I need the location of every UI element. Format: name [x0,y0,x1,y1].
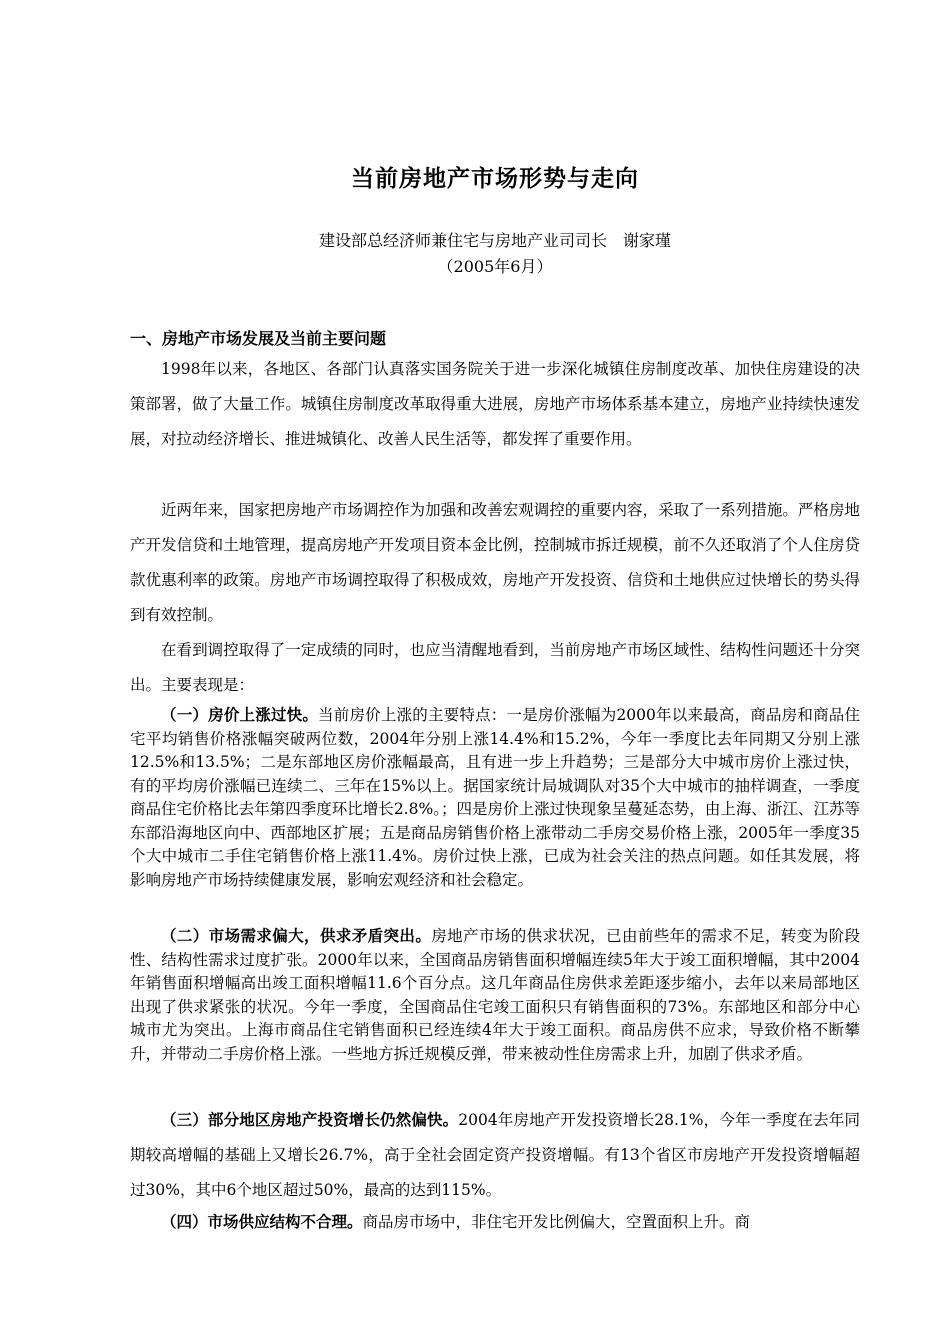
paragraph: 近两年来，国家把房地产市场调控作为加强和改善宏观调控的重要内容，采取了一系列措施。严格房地产开发信贷和土地管理，提高房地产开发项目资本金比例，控制城市拆迁规模，前不久还取消了个人住房贷款优惠利率的政策。房地产市场调控取得了积极成效，房地产开发投资、信贷和土地供应过快增长的势头得到有效控制。 [130,501,860,624]
problem-lead: （二）市场需求偏大，供求矛盾突出。 [161,927,432,945]
problem-lead: （四）市场供应结构不合理。 [161,1213,363,1231]
problem-lead: （三）部分地区房地产投资增长仍然偏快。 [161,1111,459,1129]
paragraph: 在看到调控取得了一定成绩的同时，也应当清醒地看到，当前房地产市场区域性、结构性问题还十分突出。主要表现是： [130,641,860,694]
date-line: （2005年6月） [437,257,553,276]
author-line: 建设部总经济师兼住宅与房地产业司司长 谢家瑾 [318,231,671,250]
author-block [130,228,860,280]
problem-text: 2004年房地产开发投资增长28.1%，今年一季度在去年同期较高增幅的基础上又增长26.7%，高于全社会固定资产投资增幅。有13个省区市房地产开发投资增幅超过30%，其中6个地区超过50%，最高的达到115%。 [130,1111,860,1199]
problem-text: 商品房市场中，非住宅开发比例偏大，空置面积上升。商 [362,1213,751,1231]
problem-paragraph [130,1205,860,1240]
problem-text: 当前房价上涨的主要特点：一是房价涨幅为2000年以来最高，商品房和商品住宅平均销售价格涨幅突破两位数，2004年分别上涨14.4%和15.2%，今年一季度比去年同期又分别上涨12.5%和13.5%；二是东部地区房价涨幅最高，且有进一步上升趋势；三是部分大中城市房价上涨过快，有的平均房价涨幅已连续二、三年在15%以上。据国家统计局城调队对35个大中城市的抽样调查，一季度商品住宅价格比去年第四季度环比增长2.8%。；四是房价上涨过快现象呈蔓延态势，由上海、浙江、江苏等东部沿海地区向中、西部地区扩展；五是商品房销售价格上涨带动二手房交易价格上涨，2005年一季度35个大中城市二手住宅销售价格上涨11.4%。房价过快上涨，已成为社会关注的热点问题。如任其发展，将影响房地产市场持续健康发展，影响宏观经济和社会稳定。 [130,706,860,889]
paragraph: 1998年以来，各地区、各部门认真落实国务院关于进一步深化城镇住房制度改革、加快住房建设的决策部署，做了大量工作。城镇住房制度改革取得重大进展，房地产市场体系基本建立，房地产业持续快速发展，对拉动经济增长、推进城镇化、改善人民生活等，都发挥了重要作用。 [130,360,860,448]
document-title: 当前房地产市场形势与走向 [351,166,639,192]
problem-text: 房地产市场的供求状况，已由前些年的需求不足，转变为阶段性、结构性需求过度扩张。2000年以来，全国商品房销售面积增幅连续5年大于竣工面积增幅，其中2004年销售面积增幅高出竣工面积增幅11.6个百分点。这几年商品住房供求差距逐步缩小，去年以来局部地区出现了供求紧张的状况。今年一季度，全国商品住宅竣工面积只有销售面积的73%。东部地区和部分中心城市尤为突出。上海市商品住宅销售面积已经连续4年大于竣工面积。商品房供不应求，导致价格不断攀升，并带动二手房价格上涨。一些地方拆迁规模反弹，带来被动性住房需求上升，加剧了供求矛盾。 [130,927,860,1063]
section-heading: 一、房地产市场发展及当前主要问题 [130,329,387,348]
problem-paragraph [130,704,860,892]
problem-lead: （一）房价上涨过快。 [161,706,319,724]
problem-paragraph [130,1103,860,1208]
problem-paragraph [130,925,860,1066]
